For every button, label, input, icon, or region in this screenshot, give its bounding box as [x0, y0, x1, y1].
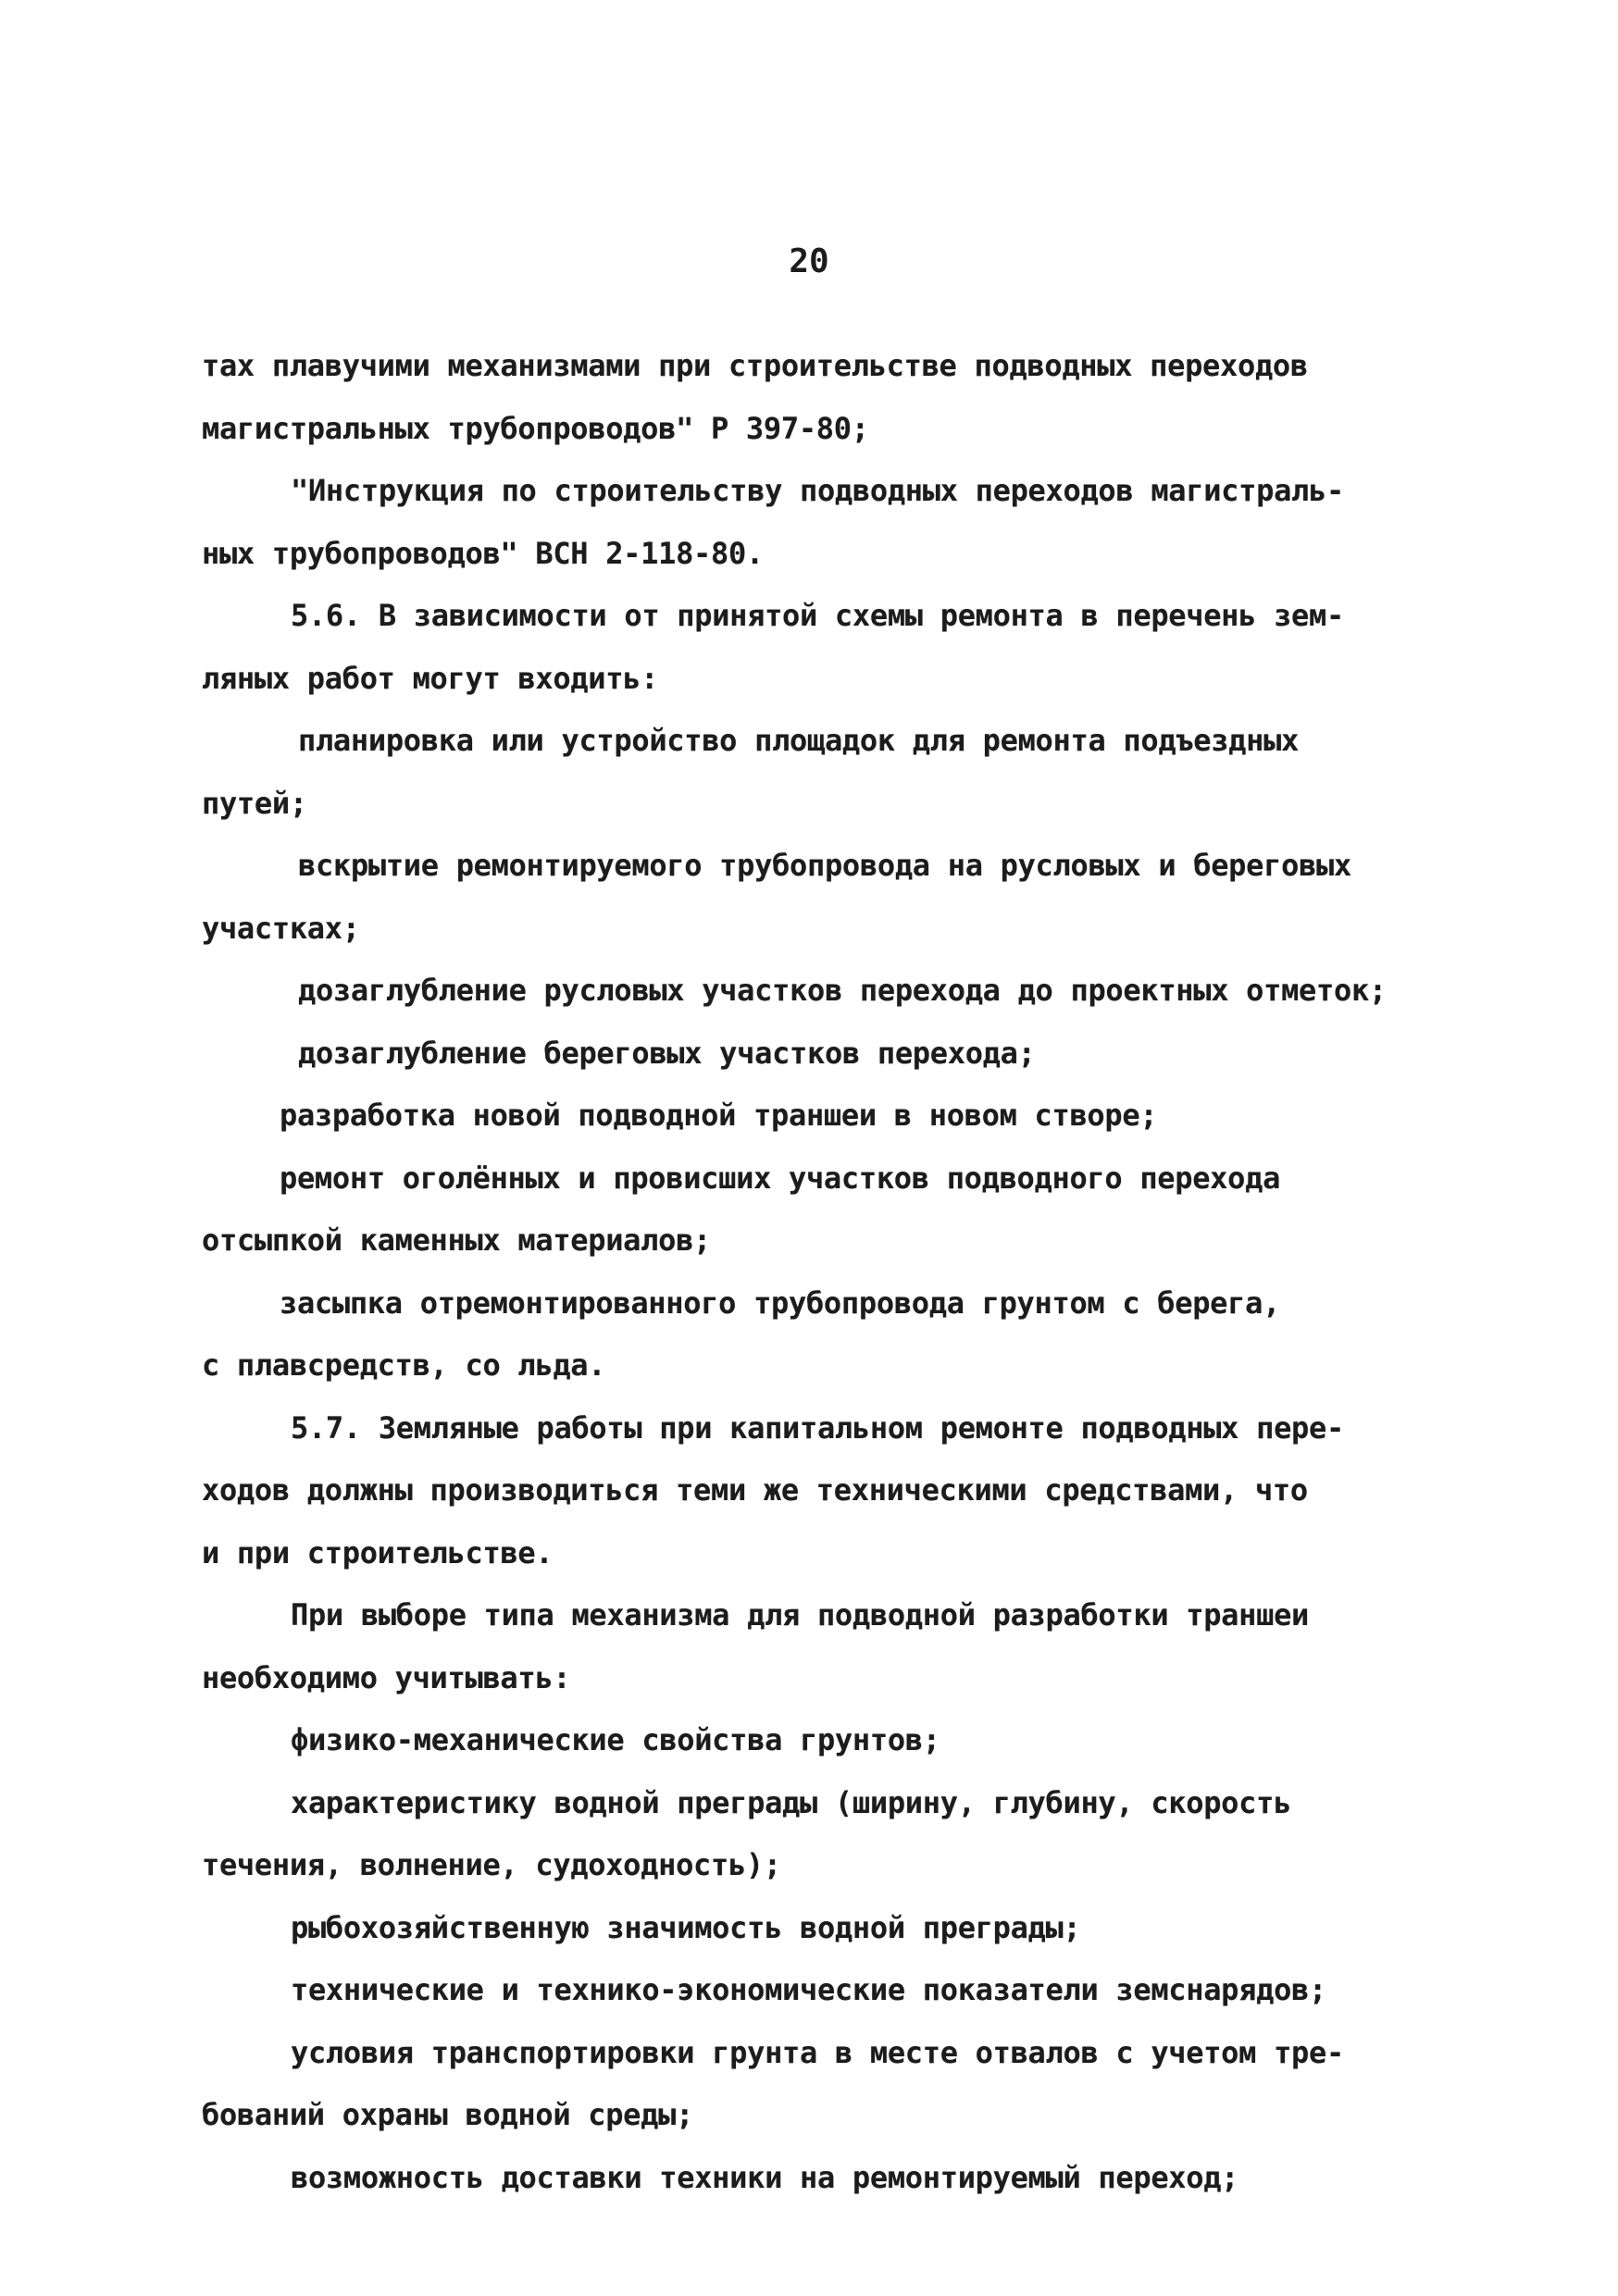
page-number: 20 — [789, 242, 829, 280]
text-line: необходимо учитывать: — [202, 1659, 571, 1695]
text-line: путей; — [202, 785, 307, 821]
text-line: магистральных трубопроводов" Р 397-80; — [202, 410, 869, 446]
text-line: с плавсредств, со льда. — [202, 1347, 606, 1383]
text-line: засыпка отремонтированного трубопровода грунтом с берега, — [280, 1285, 1281, 1321]
text-line: 5.7. Земляные работы при капитальном ремонте подводных пере- — [291, 1409, 1344, 1446]
text-line: планировка или устройство площадок для ремонта подъездных — [298, 723, 1300, 758]
text-line: ремонт оголённых и провисших участков подводного перехода — [280, 1160, 1281, 1196]
text-line: условия транспортировки грунта в месте отвалов с учетом тре- — [291, 2034, 1344, 2070]
text-line: 5.6. В зависимости от принятой схемы ремонта в перечень зем- — [291, 598, 1344, 633]
document-body — [202, 335, 1498, 2209]
text-line: вскрытие ремонтируемого трубопровода на русловых и береговых — [298, 848, 1351, 883]
text-line: участках; — [202, 910, 360, 946]
text-line: дозаглубление береговых участков перехода; — [298, 1035, 1036, 1071]
text-line: физико-механические свойства грунтов; — [291, 1722, 940, 1757]
text-line: рыбохозяйственную значимость водной преграды; — [291, 1909, 1081, 1945]
text-line: ных трубопроводов" ВСН 2-118-80. — [202, 535, 764, 571]
text-line: дозаглубление русловых участков перехода до проектных отметок; — [298, 973, 1387, 1008]
text-line: течения, волнение, судоходность); — [202, 1847, 781, 1882]
text-line: бований охраны водной среды; — [202, 2097, 694, 2132]
text-line: и при строительстве. — [202, 1534, 554, 1570]
text-line: ляных работ могут входить: — [202, 660, 659, 696]
text-line: "Инструкция по строительству подводных переходов магистраль- — [291, 473, 1344, 508]
text-line: технические и технико-экономические показатели земснарядов; — [291, 1972, 1326, 2007]
text-line: разработка новой подводной траншеи в новом створе; — [280, 1098, 1158, 1133]
text-line: ходов должны производиться теми же техническими средствами, что — [202, 1472, 1308, 1508]
text-line: характеристику водной преграды (ширину, глубину, скорость — [291, 1784, 1292, 1820]
text-line: отсыпкой каменных материалов; — [202, 1222, 712, 1258]
text-line: При выборе типа механизма для подводной разработки траншеи — [291, 1597, 1310, 1632]
text-line: тах плавучими механизмами при строительстве подводных переходов — [202, 348, 1308, 383]
text-line: возможность доставки техники на ремонтируемый переход; — [291, 2159, 1239, 2195]
